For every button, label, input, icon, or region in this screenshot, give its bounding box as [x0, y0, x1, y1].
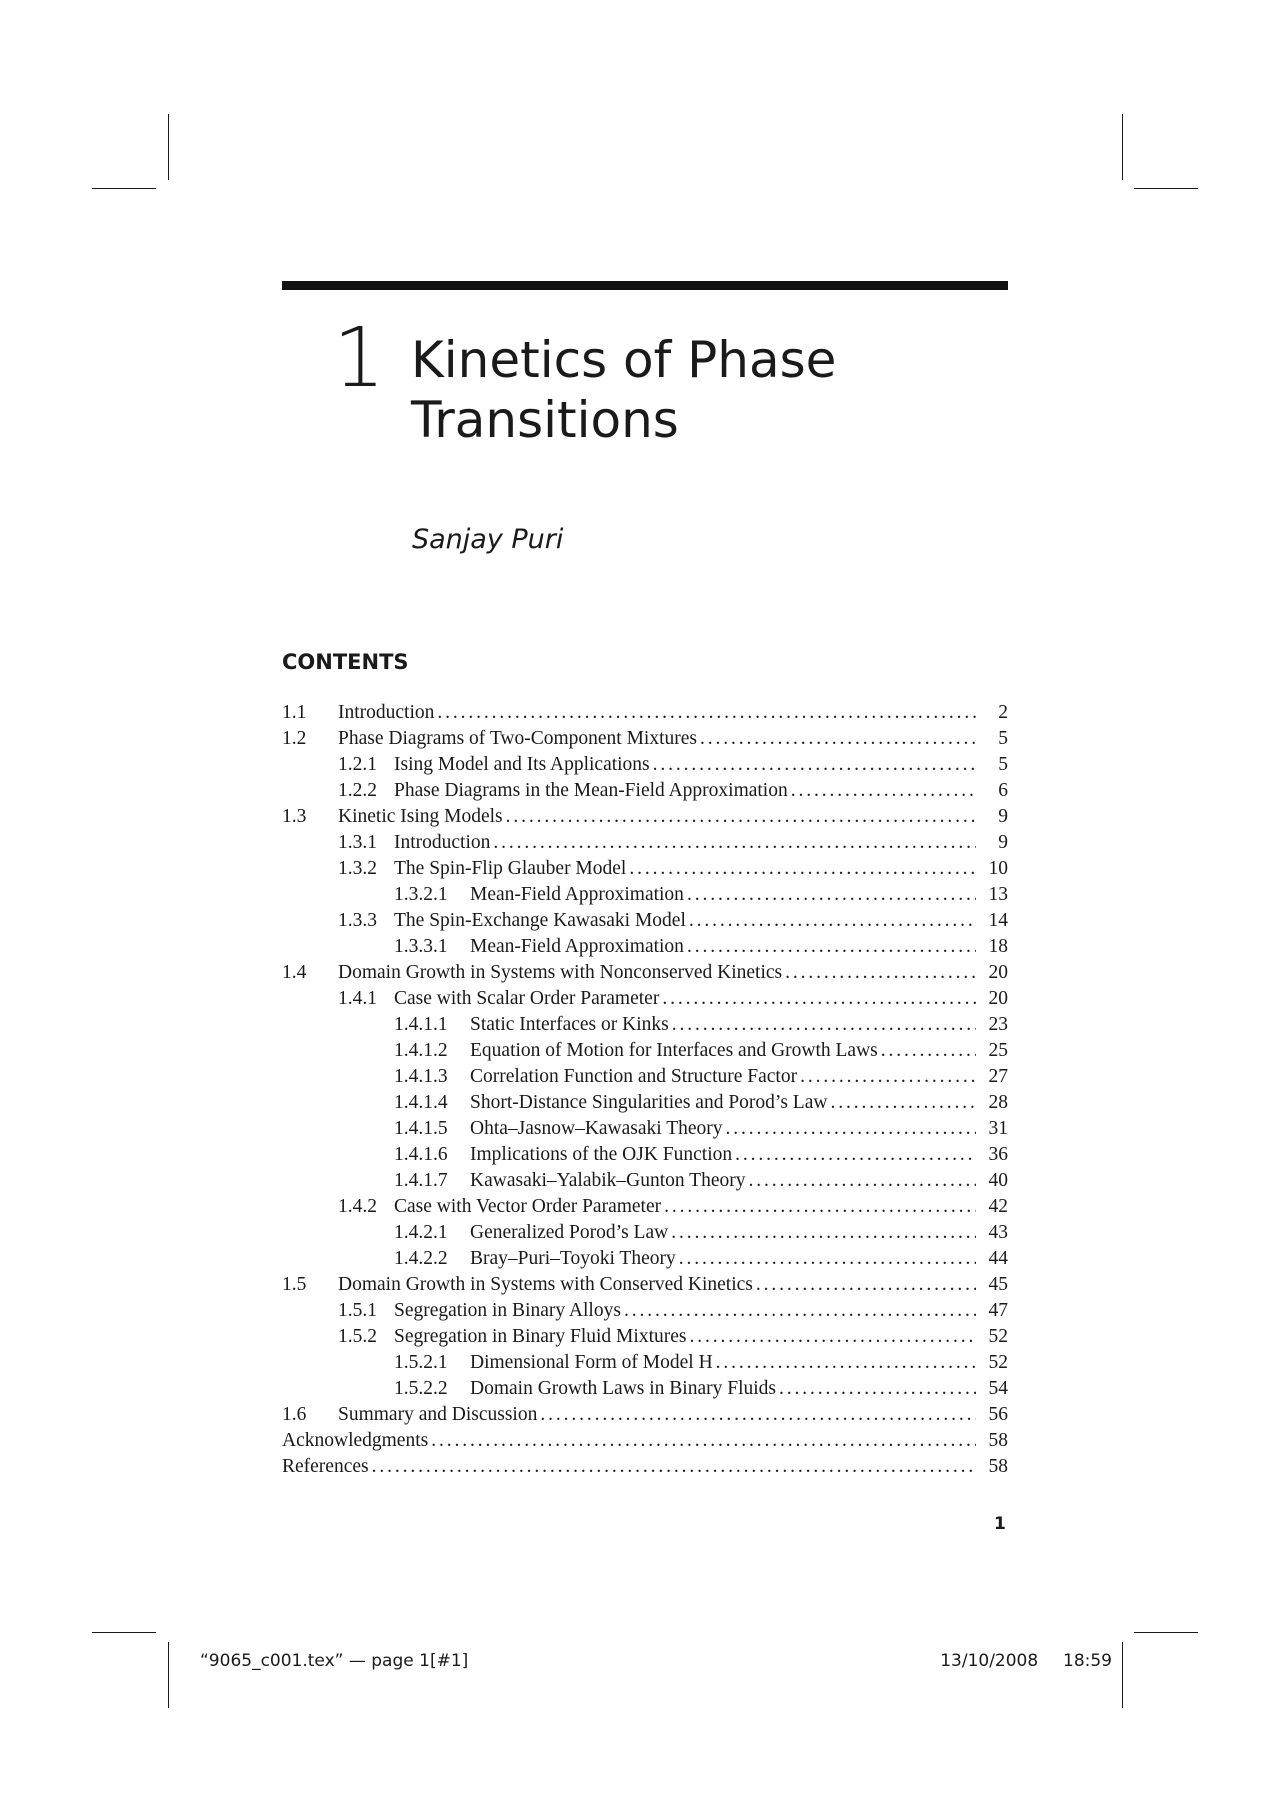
- toc-entry-page: 6: [998, 780, 1008, 801]
- toc-entry-leader-dots: [785, 960, 976, 986]
- toc-entry-number: 1.2.1: [338, 754, 377, 775]
- crop-mark-bottom-left-horizontal: [92, 1632, 156, 1633]
- toc-entry[interactable]: [282, 804, 1008, 830]
- toc-entry-number: 1.5: [282, 1274, 307, 1295]
- toc-entry-page: 5: [998, 754, 1008, 775]
- toc-entry-page: 52: [988, 1352, 1008, 1373]
- toc-entry-page: 47: [988, 1300, 1008, 1321]
- footer-timestamp: [940, 1651, 1112, 1671]
- toc-entry[interactable]: [282, 778, 1008, 804]
- toc-entry-number: 1.3.1: [338, 832, 377, 853]
- toc-entry-number: 1.3.2: [338, 858, 377, 879]
- toc-entry-page: 44: [988, 1248, 1008, 1269]
- footer-file-info: “9065_c001.tex” — page 1[#1]: [200, 1651, 469, 1671]
- toc-entry-title: Domain Growth in Systems with Nonconserved Kinetics: [338, 962, 783, 983]
- toc-entry-number: 1.1: [282, 702, 307, 723]
- toc-entry[interactable]: [282, 1428, 1008, 1454]
- toc-entry-leader-dots: [437, 700, 976, 726]
- toc-entry-leader-dots: [756, 1272, 976, 1298]
- toc-entry[interactable]: [282, 960, 1008, 986]
- toc-entry[interactable]: [282, 752, 1008, 778]
- toc-entry-number: 1.4.1.6: [394, 1144, 448, 1165]
- toc-entry-page: 23: [988, 1014, 1008, 1035]
- page-number: 1: [994, 1514, 1006, 1534]
- toc-entry-leader-dots: [493, 830, 976, 856]
- toc-entry-leader-dots: [716, 1350, 976, 1376]
- toc-entry-page: 56: [988, 1404, 1008, 1425]
- footer-time: 18:59: [1063, 1651, 1112, 1671]
- toc-entry-title: Implications of the OJK Function: [470, 1144, 733, 1165]
- toc-entry-number: 1.4.2.1: [394, 1222, 448, 1243]
- toc-entry-leader-dots: [653, 752, 976, 778]
- toc-entry-leader-dots: [735, 1142, 976, 1168]
- crop-mark-top-left-vertical: [168, 114, 169, 180]
- toc-entry-page: 27: [988, 1066, 1008, 1087]
- toc-entry-page: 58: [988, 1456, 1008, 1477]
- toc-entry-number: 1.5.2.2: [394, 1378, 448, 1399]
- toc-entry-number: 1.6: [282, 1404, 307, 1425]
- toc-entry-page: 14: [988, 910, 1008, 931]
- toc-entry-title: Acknowledgments: [282, 1430, 429, 1451]
- toc-entry-number: 1.4.1.3: [394, 1066, 448, 1087]
- toc-entry-leader-dots: [749, 1168, 977, 1194]
- toc-entry-title: Ising Model and Its Applications: [394, 754, 650, 775]
- toc-entry-title: Phase Diagrams in the Mean-Field Approximation: [394, 780, 788, 801]
- toc-entry-page: 13: [988, 884, 1008, 905]
- toc-entry[interactable]: [282, 882, 1008, 908]
- toc-entry-title: Phase Diagrams of Two-Component Mixtures: [338, 728, 697, 749]
- toc-entry-number: 1.4: [282, 962, 307, 983]
- toc-entry-leader-dots: [791, 778, 976, 804]
- toc-entry[interactable]: [282, 1324, 1008, 1350]
- contents-heading: CONTENTS: [282, 650, 409, 674]
- toc-entry-leader-dots: [662, 986, 976, 1012]
- toc-entry[interactable]: [282, 1194, 1008, 1220]
- toc-entry-number: 1.4.1.1: [394, 1014, 448, 1035]
- toc-entry-page: 2: [998, 702, 1008, 723]
- toc-entry[interactable]: [282, 700, 1008, 726]
- toc-entry[interactable]: [282, 1272, 1008, 1298]
- toc-entry-number: 1.2.2: [338, 780, 377, 801]
- toc-entry[interactable]: [282, 1402, 1008, 1428]
- toc-entry-page: 45: [988, 1274, 1008, 1295]
- toc-entry-page: 20: [988, 962, 1008, 983]
- toc-entry-page: 31: [988, 1118, 1008, 1139]
- toc-entry-number: 1.4.1.5: [394, 1118, 448, 1139]
- toc-entry-title: Mean-Field Approximation: [470, 884, 684, 905]
- chapter-title-line-2: Transitions: [411, 391, 679, 449]
- toc-entry[interactable]: [282, 1298, 1008, 1324]
- crop-mark-top-right-horizontal: [1134, 188, 1198, 189]
- toc-entry-page: 9: [998, 832, 1008, 853]
- toc-entry-title: Kinetic Ising Models: [338, 806, 503, 827]
- toc-entry-title: References: [282, 1456, 369, 1477]
- toc-entry-title: Mean-Field Approximation: [470, 936, 684, 957]
- toc-entry-title: Summary and Discussion: [338, 1404, 538, 1425]
- toc-entry[interactable]: [282, 1220, 1008, 1246]
- toc-entry-title: Kawasaki–Yalabik–Gunton Theory: [470, 1170, 746, 1191]
- chapter-number: 1: [333, 311, 386, 406]
- toc-entry[interactable]: [282, 856, 1008, 882]
- toc-entry-title: Case with Vector Order Parameter: [394, 1196, 662, 1217]
- chapter-top-rule: [282, 281, 1008, 290]
- toc-entry-title: Introduction: [338, 702, 435, 723]
- toc-entry[interactable]: [282, 1454, 1008, 1480]
- toc-entry-leader-dots: [700, 726, 976, 752]
- toc-entry-page: 42: [988, 1196, 1008, 1217]
- toc-entry-number: 1.3.2.1: [394, 884, 448, 905]
- chapter-author: Sanjay Puri: [412, 524, 564, 555]
- toc-entry-leader-dots: [506, 804, 976, 830]
- toc-entry-page: 54: [988, 1378, 1008, 1399]
- toc-entry-leader-dots: [689, 908, 976, 934]
- crop-mark-bottom-right-vertical: [1122, 1642, 1123, 1708]
- toc-entry-leader-dots: [800, 1064, 976, 1090]
- toc-entry-page: 40: [988, 1170, 1008, 1191]
- toc-entry-title: Dimensional Form of Model H: [470, 1352, 713, 1373]
- toc-entry-leader-dots: [629, 856, 976, 882]
- toc-entry-leader-dots: [726, 1116, 976, 1142]
- crop-mark-top-right-vertical: [1122, 114, 1123, 180]
- toc-entry-number: 1.4.2.2: [394, 1248, 448, 1269]
- toc-entry-title: Domain Growth Laws in Binary Fluids: [470, 1378, 777, 1399]
- toc-entry-number: 1.5.2: [338, 1326, 377, 1347]
- toc-entry-page: 58: [988, 1430, 1008, 1451]
- toc-entry-leader-dots: [672, 1012, 976, 1038]
- toc-entry-number: 1.2: [282, 728, 307, 749]
- toc-entry[interactable]: [282, 1038, 1008, 1064]
- toc-entry[interactable]: [282, 1168, 1008, 1194]
- toc-entry[interactable]: [282, 830, 1008, 856]
- toc-entry-title: Correlation Function and Structure Factor: [470, 1066, 798, 1087]
- table-of-contents: [282, 700, 1008, 1480]
- toc-entry-page: 43: [988, 1222, 1008, 1243]
- chapter-title: [411, 330, 836, 450]
- toc-entry-title: Domain Growth in Systems with Conserved Kinetics: [338, 1274, 753, 1295]
- toc-entry-leader-dots: [624, 1298, 976, 1324]
- toc-entry-title: Ohta–Jasnow–Kawasaki Theory: [470, 1118, 723, 1139]
- toc-entry[interactable]: [282, 908, 1008, 934]
- toc-entry-leader-dots: [687, 882, 976, 908]
- toc-entry[interactable]: [282, 1012, 1008, 1038]
- toc-entry-page: 5: [998, 728, 1008, 749]
- toc-entry-leader-dots: [687, 934, 976, 960]
- toc-entry-number: 1.5.1: [338, 1300, 377, 1321]
- toc-entry-page: 10: [988, 858, 1008, 879]
- toc-entry-number: 1.4.1.2: [394, 1040, 448, 1061]
- toc-entry[interactable]: [282, 1376, 1008, 1402]
- toc-entry[interactable]: [282, 1116, 1008, 1142]
- toc-entry[interactable]: [282, 986, 1008, 1012]
- toc-entry-title: Bray–Puri–Toyoki Theory: [470, 1248, 676, 1269]
- toc-entry-page: 18: [988, 936, 1008, 957]
- toc-entry-title: Equation of Motion for Interfaces and Growth Laws: [470, 1040, 878, 1061]
- toc-entry-leader-dots: [664, 1194, 976, 1220]
- toc-entry-page: 52: [988, 1326, 1008, 1347]
- crop-mark-bottom-left-vertical: [168, 1642, 169, 1708]
- toc-entry-page: 36: [988, 1144, 1008, 1165]
- toc-entry-title: Short-Distance Singularities and Porod’s Law: [470, 1092, 828, 1113]
- toc-entry-title: The Spin-Flip Glauber Model: [394, 858, 627, 879]
- toc-entry-title: Segregation in Binary Fluid Mixtures: [394, 1326, 687, 1347]
- toc-entry-title: Static Interfaces or Kinks: [470, 1014, 669, 1035]
- toc-entry-leader-dots: [881, 1038, 976, 1064]
- toc-entry-number: 1.4.2: [338, 1196, 377, 1217]
- toc-entry[interactable]: [282, 934, 1008, 960]
- toc-entry-leader-dots: [540, 1402, 976, 1428]
- toc-entry-title: Segregation in Binary Alloys: [394, 1300, 621, 1321]
- toc-entry-number: 1.3: [282, 806, 307, 827]
- toc-entry-leader-dots: [679, 1246, 976, 1272]
- toc-entry-title: The Spin-Exchange Kawasaki Model: [394, 910, 686, 931]
- toc-entry-number: 1.5.2.1: [394, 1352, 448, 1373]
- toc-entry-number: 1.3.3: [338, 910, 377, 931]
- footer-date: 13/10/2008: [940, 1651, 1039, 1671]
- toc-entry-page: 20: [988, 988, 1008, 1009]
- toc-entry-number: 1.4.1: [338, 988, 377, 1009]
- toc-entry-page: 28: [988, 1092, 1008, 1113]
- toc-entry-leader-dots: [779, 1376, 976, 1402]
- crop-mark-bottom-right-horizontal: [1134, 1632, 1198, 1633]
- toc-entry[interactable]: [282, 1090, 1008, 1116]
- toc-entry[interactable]: [282, 1064, 1008, 1090]
- toc-entry-number: 1.4.1.4: [394, 1092, 448, 1113]
- chapter-title-line-1: Kinetics of Phase: [411, 331, 837, 389]
- toc-entry-number: 1.3.3.1: [394, 936, 448, 957]
- toc-entry-leader-dots: [372, 1454, 976, 1480]
- toc-entry-leader-dots: [689, 1324, 976, 1350]
- crop-mark-top-left-horizontal: [92, 188, 156, 189]
- toc-entry[interactable]: [282, 1142, 1008, 1168]
- toc-entry-title: Introduction: [394, 832, 491, 853]
- toc-entry[interactable]: [282, 726, 1008, 752]
- toc-entry-leader-dots: [671, 1220, 976, 1246]
- toc-entry-number: 1.4.1.7: [394, 1170, 448, 1191]
- toc-entry[interactable]: [282, 1246, 1008, 1272]
- toc-entry-leader-dots: [830, 1090, 976, 1116]
- toc-entry-title: Generalized Porod’s Law: [470, 1222, 669, 1243]
- toc-entry-leader-dots: [431, 1428, 976, 1454]
- toc-entry-title: Case with Scalar Order Parameter: [394, 988, 660, 1009]
- toc-entry-page: 9: [998, 806, 1008, 827]
- toc-entry[interactable]: [282, 1350, 1008, 1376]
- toc-entry-page: 25: [988, 1040, 1008, 1061]
